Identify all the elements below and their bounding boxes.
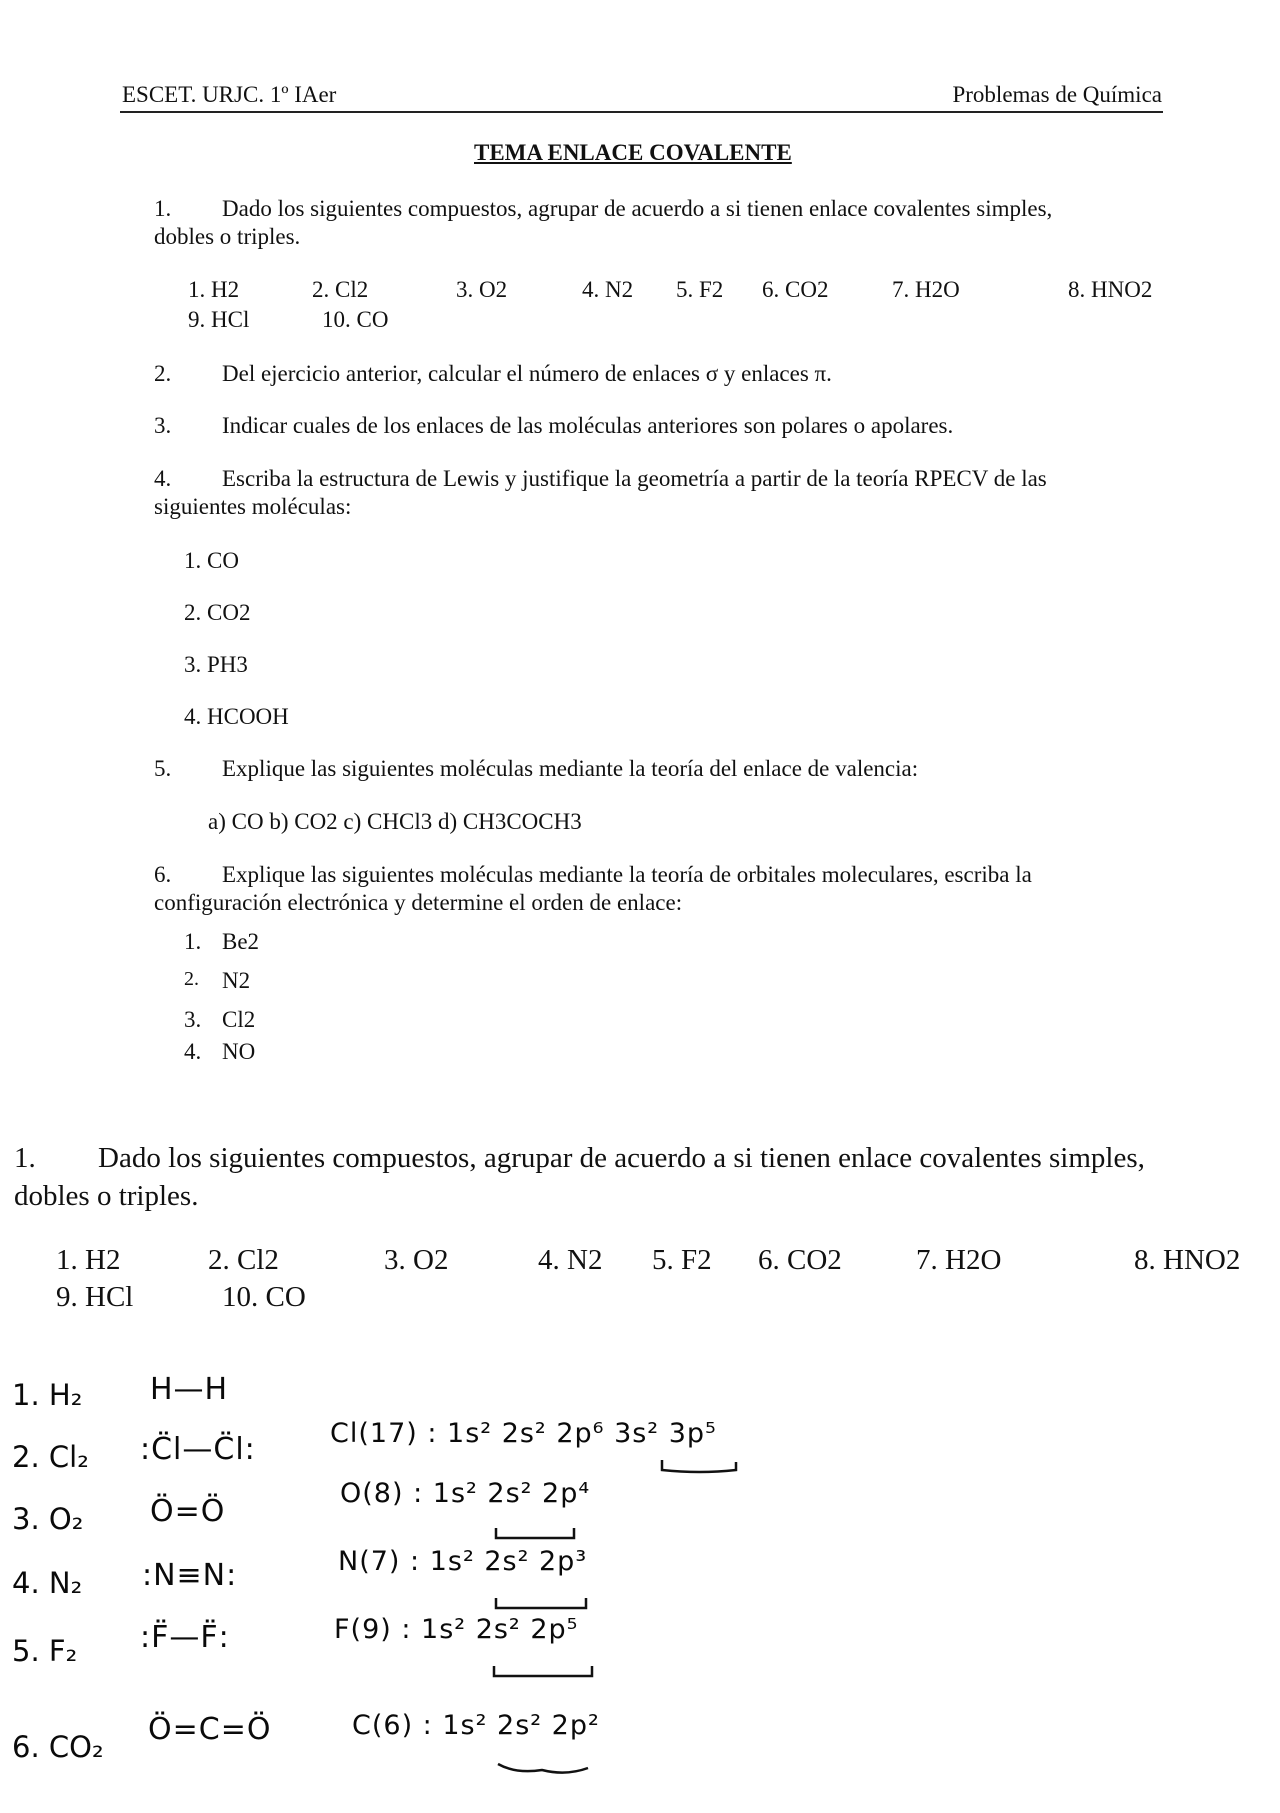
hw-lewis: Ö=C=Ö bbox=[148, 1712, 272, 1747]
valence-brace-n bbox=[494, 1596, 590, 1616]
problem-number: 1. bbox=[14, 1142, 36, 1174]
problem-number: 6. bbox=[154, 862, 172, 887]
hw-label: 1. H₂ bbox=[12, 1378, 83, 1412]
compound: 3. O2 bbox=[384, 1244, 449, 1276]
list-item: 3. PH3 bbox=[184, 652, 248, 677]
list-item-number: 1. bbox=[184, 929, 202, 954]
compound: 8. HNO2 bbox=[1134, 1244, 1241, 1276]
compound: 3. O2 bbox=[456, 277, 508, 302]
problem-text: dobles o triples. bbox=[14, 1180, 199, 1212]
valence-brace-o bbox=[494, 1526, 578, 1546]
hw-config: O(8) : 1s² 2s² 2p⁴ bbox=[340, 1478, 591, 1509]
hw-config: C(6) : 1s² 2s² 2p² bbox=[352, 1710, 600, 1741]
compound: 9. HCl bbox=[188, 307, 250, 332]
compound: 7. H2O bbox=[892, 277, 960, 302]
compound: 1. H2 bbox=[188, 277, 240, 302]
compound: 8. HNO2 bbox=[1068, 277, 1153, 302]
problem-text: Indicar cuales de los enlaces de las moléculas anteriores son polares o apolares. bbox=[222, 413, 954, 438]
hw-config: F(9) : 1s² 2s² 2p⁵ bbox=[334, 1614, 579, 1645]
list-item: 1. CO bbox=[184, 548, 239, 573]
problem-text: dobles o triples. bbox=[154, 224, 301, 249]
hw-lewis: :F̈—F̈: bbox=[140, 1620, 230, 1655]
problem-text: Dado los siguientes compuestos, agrupar de acuerdo a si tienen enlace covalentes simples, bbox=[98, 1142, 1145, 1174]
compound: 7. H2O bbox=[916, 1244, 1002, 1276]
problem-text: Escriba la estructura de Lewis y justifique la geometría a partir de la teoría RPECV de las bbox=[222, 466, 1047, 491]
hw-label: 3. O₂ bbox=[12, 1502, 84, 1536]
compound: 5. F2 bbox=[676, 277, 724, 302]
problem-text: siguientes moléculas: bbox=[154, 494, 352, 519]
valence-brace-c bbox=[496, 1760, 592, 1780]
hw-lewis: :C̈l—C̈l: bbox=[140, 1432, 256, 1467]
list-item: N2 bbox=[222, 968, 251, 993]
hw-label: 6. CO₂ bbox=[12, 1730, 104, 1764]
hw-label: 4. N₂ bbox=[12, 1566, 83, 1600]
compound: 2. Cl2 bbox=[312, 277, 369, 302]
valence-brace-cl bbox=[660, 1458, 740, 1478]
list-item-number: 3. bbox=[184, 1007, 202, 1032]
hw-lewis: H—H bbox=[150, 1372, 229, 1407]
list-item: NO bbox=[222, 1039, 256, 1064]
compound: 6. CO2 bbox=[758, 1244, 842, 1276]
problem-number: 2. bbox=[154, 361, 172, 386]
header-right: Problemas de Química bbox=[952, 82, 1162, 107]
problem-text: configuración electrónica y determine el orden de enlace: bbox=[154, 890, 683, 915]
header-left: ESCET. URJC. 1º IAer bbox=[122, 82, 337, 107]
list-item: 2. CO2 bbox=[184, 600, 251, 625]
hw-lewis: Ö=Ö bbox=[150, 1494, 226, 1529]
hw-lewis: :N≡N: bbox=[142, 1558, 238, 1593]
compound: 10. CO bbox=[222, 1281, 306, 1313]
problem-text: Explique las siguientes moléculas mediante la teoría del enlace de valencia: bbox=[222, 756, 919, 781]
valence-brace-f bbox=[492, 1664, 596, 1684]
hw-label: 5. F₂ bbox=[12, 1634, 78, 1668]
list-item: 4. HCOOH bbox=[184, 704, 289, 729]
sub-item: a) CO b) CO2 c) CHCl3 d) CH3COCH3 bbox=[208, 809, 582, 834]
problem-number: 4. bbox=[154, 466, 172, 491]
compound: 9. HCl bbox=[56, 1281, 134, 1313]
hw-label: 2. Cl₂ bbox=[12, 1440, 89, 1474]
compound: 1. H2 bbox=[56, 1244, 121, 1276]
header-rule bbox=[120, 111, 1163, 113]
compound: 4. N2 bbox=[538, 1244, 603, 1276]
problem-number: 5. bbox=[154, 756, 172, 781]
problem-text: Explique las siguientes moléculas mediante la teoría de orbitales moleculares, escriba la bbox=[222, 862, 1032, 887]
compound: 4. N2 bbox=[582, 277, 634, 302]
problem-text: Del ejercicio anterior, calcular el número de enlaces σ y enlaces π. bbox=[222, 361, 832, 386]
problem-number: 3. bbox=[154, 413, 172, 438]
hw-config: N(7) : 1s² 2s² 2p³ bbox=[338, 1546, 588, 1577]
problem-number: 1. bbox=[154, 196, 172, 221]
page-title: TEMA ENLACE COVALENTE bbox=[474, 140, 792, 165]
compound: 2. Cl2 bbox=[208, 1244, 279, 1276]
compound: 5. F2 bbox=[652, 1244, 712, 1276]
list-item: Cl2 bbox=[222, 1007, 256, 1032]
list-item: Be2 bbox=[222, 929, 260, 954]
list-item-number: 2. bbox=[184, 968, 199, 990]
compound: 10. CO bbox=[322, 307, 389, 332]
hw-config: Cl(17) : 1s² 2s² 2p⁶ 3s² 3p⁵ bbox=[330, 1418, 717, 1449]
list-item-number: 4. bbox=[184, 1039, 202, 1064]
compound: 6. CO2 bbox=[762, 277, 829, 302]
problem-text: Dado los siguientes compuestos, agrupar de acuerdo a si tienen enlace covalentes simples, bbox=[222, 196, 1053, 221]
